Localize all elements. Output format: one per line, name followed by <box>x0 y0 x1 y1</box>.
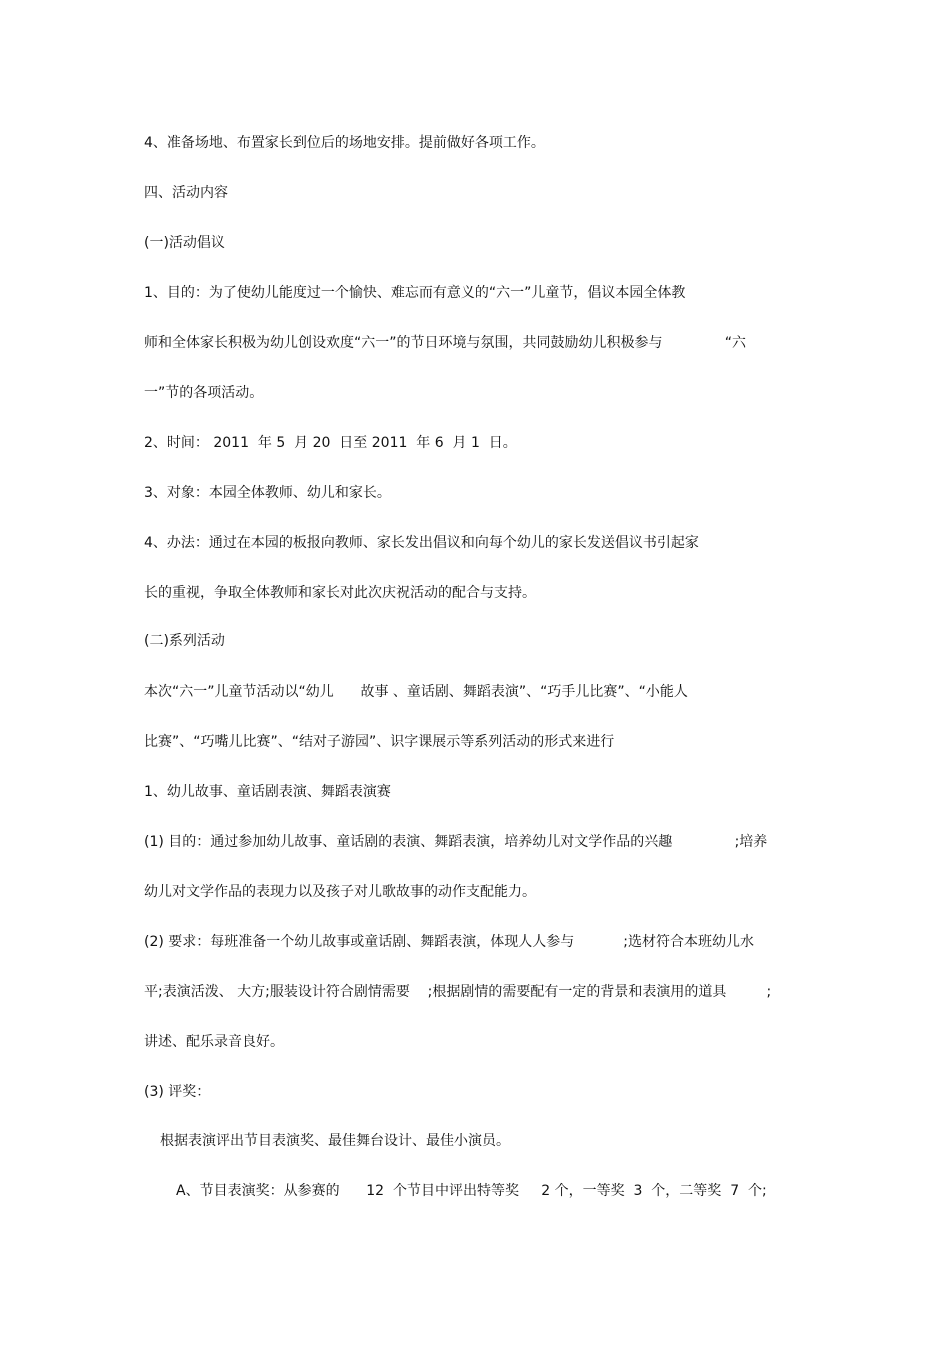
subsection-heading: (一)活动倡议 <box>144 235 225 251</box>
paragraph-line: 比赛”、“巧嘴儿比赛”、“结对子游园”、识字课展示等系列活动的形式来进行 <box>144 734 615 750</box>
paragraph-line: 根据表演评出节目表演奖、最佳舞台设计、最佳小演员。 <box>160 1133 510 1149</box>
paragraph-line: 幼儿对文学作品的表现力以及孩子对儿歌故事的动作支配能力。 <box>144 884 536 900</box>
paragraph-line: 4、办法：通过在本园的板报向教师、家长发出倡议和向每个幼儿的家长发送倡议书引起家 <box>144 535 699 551</box>
paragraph-line: (2) 要求：每班准备一个幼儿故事或童话剧、舞蹈表演，体现人人参与 ;选材符合本班幼儿水 <box>144 934 754 950</box>
section-heading: 四、活动内容 <box>144 185 228 201</box>
paragraph-line: 师和全体家长积极为幼儿创设欢度“六一”的节日环境与氛围，共同鼓励幼儿积极参与 “六 <box>144 335 747 351</box>
subsection-heading: (二)系列活动 <box>144 633 225 649</box>
paragraph-line: 讲述、配乐录音良好。 <box>144 1034 284 1050</box>
paragraph-line: A、节目表演奖：从参赛的 12 个节目中评出特等奖 2 个，一等奖 3 个，二等奖 7 个; <box>176 1183 767 1199</box>
paragraph-line: (3) 评奖： <box>144 1084 211 1100</box>
paragraph-line: 一”节的各项活动。 <box>144 385 264 401</box>
paragraph-line: (1) 目的：通过参加幼儿故事、童话剧的表演、舞蹈表演，培养幼儿对文学作品的兴趣 ;培养 <box>144 834 768 850</box>
paragraph-line: 本次“六一”儿童节活动以“幼儿 故事 、童话剧、舞蹈表演”、“巧手儿比赛”、“小能人 <box>144 684 688 700</box>
item-heading: 1、幼儿故事、童话剧表演、舞蹈表演赛 <box>144 784 391 800</box>
paragraph-line: 4、准备场地、布置家长到位后的场地安排。提前做好各项工作。 <box>144 135 545 151</box>
paragraph-line: 长的重视，争取全体教师和家长对此次庆祝活动的配合与支持。 <box>144 585 536 601</box>
paragraph-line: 平;表演活泼、 大方;服装设计符合剧情需要 ;根据剧情的需要配有一定的背景和表演用的道具 ; <box>144 984 772 1000</box>
paragraph-line: 3、对象：本园全体教师、幼儿和家长。 <box>144 485 391 501</box>
paragraph-line: 1、目的：为了使幼儿能度过一个愉快、难忘而有意义的“六一”儿童节，倡议本园全体教 <box>144 285 686 301</box>
paragraph-line: 2、时间： 2011 年 5 月 20 日至 2011 年 6 月 1 日。 <box>144 435 517 451</box>
